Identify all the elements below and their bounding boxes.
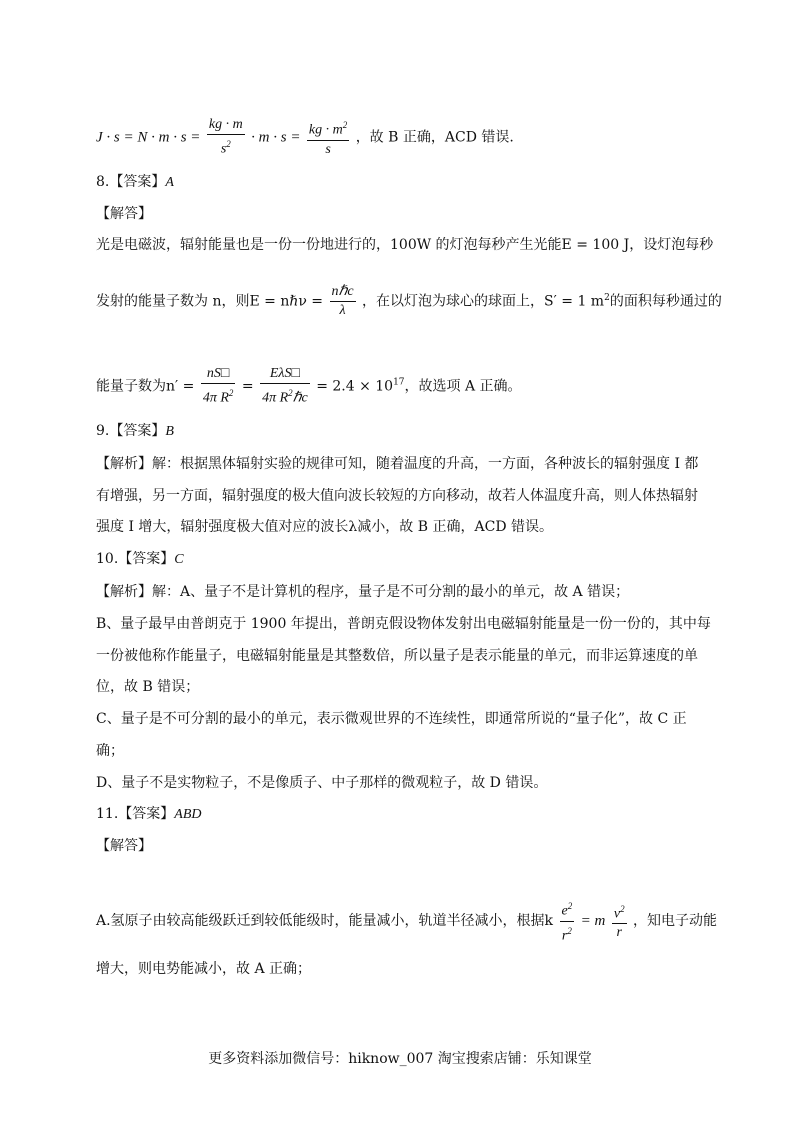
fraction-v2-over-r: $\frac{v^2}{r}$ <box>612 900 627 943</box>
q8-line-1: 光是电磁波，辐射能量也是一份一份地进行的，100W 的灯泡每秒产生光能E = 100 J，设灯泡每秒 <box>96 237 714 253</box>
answer-heading-11: 11.【答案】ABD <box>96 806 202 822</box>
fraction-nhc-over-lambda: $\frac{\text{nℏc}}{\lambda}$ <box>331 284 354 318</box>
answer-value: C <box>174 552 184 567</box>
fraction-elambdas-over-4piR2hc: $\frac{\text{EλS□}}{4\pi R^2\hbar c}$ <box>262 366 308 406</box>
formula-line-units <box>96 116 514 159</box>
fraction-ns-over-4piR2: $\frac{nS□}{4\pi R^2}$ <box>202 366 234 406</box>
fraction-e2-over-r2: $\frac{e^2}{r^2}$ <box>560 897 575 945</box>
q11-line-2: 增大，则电势能减小，故 A 正确； <box>96 961 312 977</box>
q10-line-2: B、量子最早由普朗克于 1900 年提出，普朗克假设物体发射出电磁辐射能量是一份一份的，其中每 <box>96 616 711 632</box>
answer-value: B <box>165 424 174 439</box>
page-footer: 更多资料添加微信号：hiknow_007 淘宝搜索店铺：乐知课堂 <box>208 1051 592 1067</box>
q8-line-2: 发射的能量子数为 n，则E = nℏν = $\frac{\text{nℏc}}{\lambda}$ ，在以灯泡为球心的球面上，S′ = 1 $m^2$的面积每秒通过的 <box>96 284 722 318</box>
answer-heading-8: 8.【答案】A <box>96 174 174 190</box>
answer-value: ABD <box>174 807 202 822</box>
fraction-kg-m2-over-s <box>307 116 349 159</box>
conclusion-text: ，故 B 正确，ACD 错误. <box>355 129 514 146</box>
answer-value: A <box>165 175 174 190</box>
q8-line-3: 能量子数为n′ = $\frac{nS□}{4\pi R^2}$ = $\frac{\text{EλS□}}{4\pi R^2\hbar c}$ = $2.4 \times 10^{17}$，故选项 A 正确。 <box>96 366 522 406</box>
fraction-numerator: kg · $m^2$ <box>307 116 349 141</box>
q10-line-5: C、量子是不可分割的最小的单元，表示微观世界的不连续性，即通常所说的“量子化”，故 C 正 <box>96 711 687 727</box>
q10-line-6: 确； <box>96 743 124 759</box>
formula-middle: · m · s = <box>251 129 301 146</box>
q10-line-4: 位，故 B 错误； <box>96 679 200 695</box>
fraction-denominator: $s^2$ <box>220 139 231 157</box>
q10-line-1: 【解析】解：A、量子不是计算机的程序，量子是不可分割的最小的单元，故 A 错误； <box>96 584 630 600</box>
fraction-kg-m-over-s2 <box>207 116 245 159</box>
q9-line-2: 有增强，另一方面，辐射强度的极大值向波长较短的方向移动，故若人体温度升高，则人体热辐射 <box>96 488 698 504</box>
jieda-label-11: 【解答】 <box>96 838 152 854</box>
q9-line-1: 【解析】解：根据黑体辐射实验的规律可知，随着温度的升高，一方面，各种波长的辐射强度 I 都 <box>96 456 699 472</box>
jieda-label-8: 【解答】 <box>96 206 152 222</box>
q10-line-7: D、量子不是实物粒子，不是像质子、中子那样的微观粒子，故 D 错误。 <box>96 775 548 791</box>
formula-prefix: J · s = N · m · s = <box>96 129 201 146</box>
q11-line-1: A.氢原子由较高能级跃迁到较低能级时，能量减小，轨道半径减小，根据k $\frac{e^2}{r^2}$ = m $\frac{v^2}{r}$ ，知电子动能 <box>96 897 717 945</box>
q9-line-3: 强度 I 增大，辐射强度极大值对应的波长λ减小，故 B 正确，ACD 错误。 <box>96 519 553 535</box>
fraction-numerator: kg · m <box>207 116 245 135</box>
answer-heading-9: 9.【答案】B <box>96 423 174 439</box>
q10-line-3: 一份被他称作能量子，电磁辐射能量是其整数倍，所以量子是表示能量的单元，而非运算速度的单 <box>96 648 698 664</box>
fraction-denominator: s <box>325 141 331 157</box>
answer-heading-10: 10.【答案】C <box>96 551 184 567</box>
